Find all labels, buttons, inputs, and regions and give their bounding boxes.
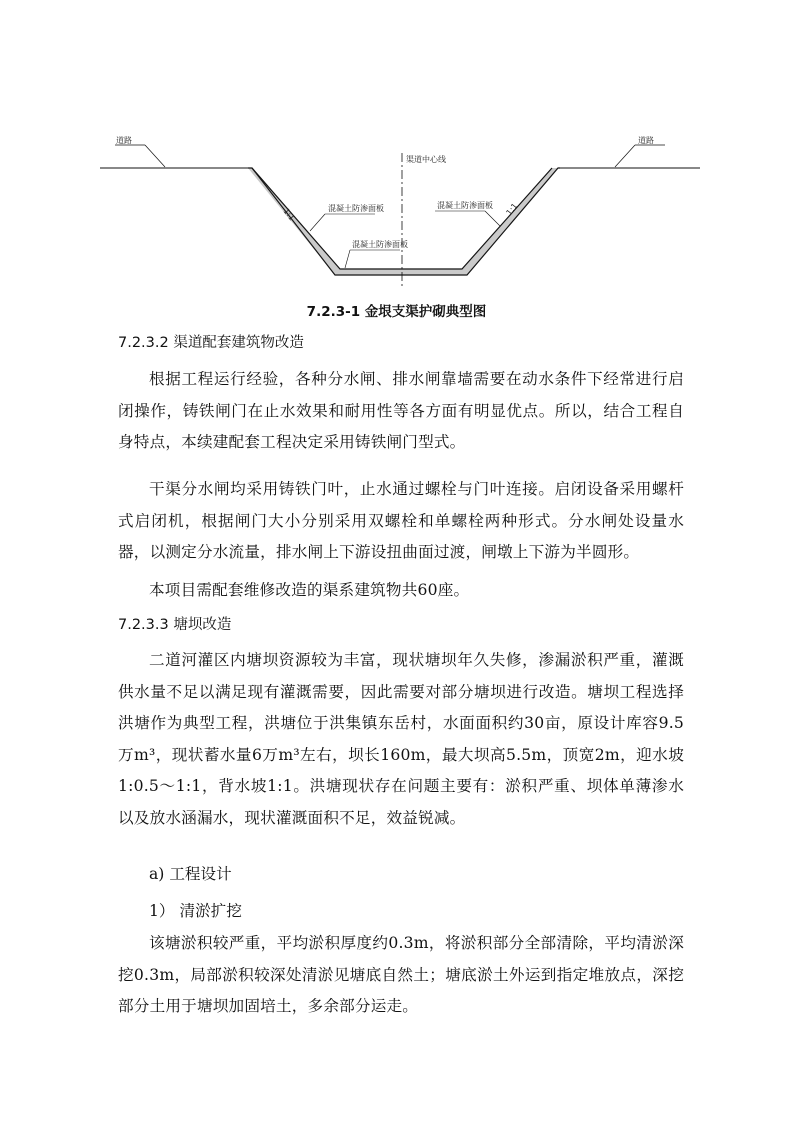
panel-leader-left-diag [310, 214, 325, 231]
figure-caption: 7.2.3-1 金垠支渠护砌典型图 [306, 304, 487, 320]
paragraph-sluice-design: 干渠分水闸均采用铸铁门叶，止水通过螺栓与门叶连接。启闭设备采用螺杆式启闭机，根据闸门大小分别采用双螺栓和单螺栓两种形式。分水闸处设量水器，以测定分水流量，排水闸上下游设扭曲面过渡，闸墩上下游为半圆形。 [118, 480, 684, 561]
section-heading-pond: 7.2.3.3 塘坝改造 [118, 617, 232, 633]
label-slope-right: 1:1 [504, 201, 520, 218]
paragraph-gate-selection: 根据工程运行经验，各种分水闸、排水闸靠墙需要在动水条件下经常进行启闭操作，铸铁闸门在止水效果和耐用性等各方面有明显优点。所以，结合工程自身特点，本续建配套工程决定采用铸铁闸门型式。 [118, 370, 684, 451]
section-heading-structures: 7.2.3.2 渠道配套建筑物改造 [118, 335, 304, 351]
lining-panel [248, 168, 558, 275]
label-centerline: 渠道中心线 [406, 155, 446, 164]
canal-cross-section-diagram [100, 118, 700, 293]
label-panel-left: 混凝土防渗面板 [328, 204, 384, 213]
panel-leader-right-diag [485, 211, 500, 226]
paragraph-dredging: 该塘淤积较严重，平均淤积厚度约0.3m，将淤积部分全部清除，平均清淤深挖0.3m，局部淤积较深处清淤见塘底自然土；塘底淤土外运到指定堆放点，深挖部分土用于塘坝加固培土，多余部分运走。 [118, 934, 684, 1015]
label-panel-bottom: 混凝土防渗面板 [352, 240, 408, 249]
canal-cross-section-svg [100, 118, 700, 293]
paragraph-building-count: 本项目需配套维修改造的渠系建筑物共60座。 [149, 581, 470, 599]
label-road-left: 道路 [116, 136, 132, 145]
subheading-engineering-design: a) 工程设计 [149, 865, 232, 883]
road-leader-left-diag [145, 145, 165, 167]
paragraph-pond-status: 二道河灌区内塘坝资源较为丰富，现状塘坝年久失修，渗漏淤积严重，灌溉供水量不足以满足现有灌溉需要，因此需要对部分塘坝进行改造。塘坝工程选择洪塘作为典型工程，洪塘位于洪集镇东岳村，水面面积约30亩，原设计库容9.5万m³，现状蓄水量6万m³左右，坝长160m，最大坝高5.5m，顶宽2m，迎水坡1:0.5～1:1，背水坡1:1。洪塘现状存在问题主要有：淤积严重、坝体单薄渗水以及放水涵漏水，现状灌溉面积不足，效益锐减。 [118, 651, 684, 827]
subheading-dredging: 1） 清淤扩挖 [149, 902, 242, 920]
label-road-right: 道路 [638, 136, 654, 145]
panel-leader-bottom-diag [345, 250, 350, 268]
road-leader-right-diag [615, 145, 635, 167]
label-slope-left: 1:1 [281, 206, 297, 223]
label-panel-right: 混凝土防渗面板 [437, 201, 493, 210]
